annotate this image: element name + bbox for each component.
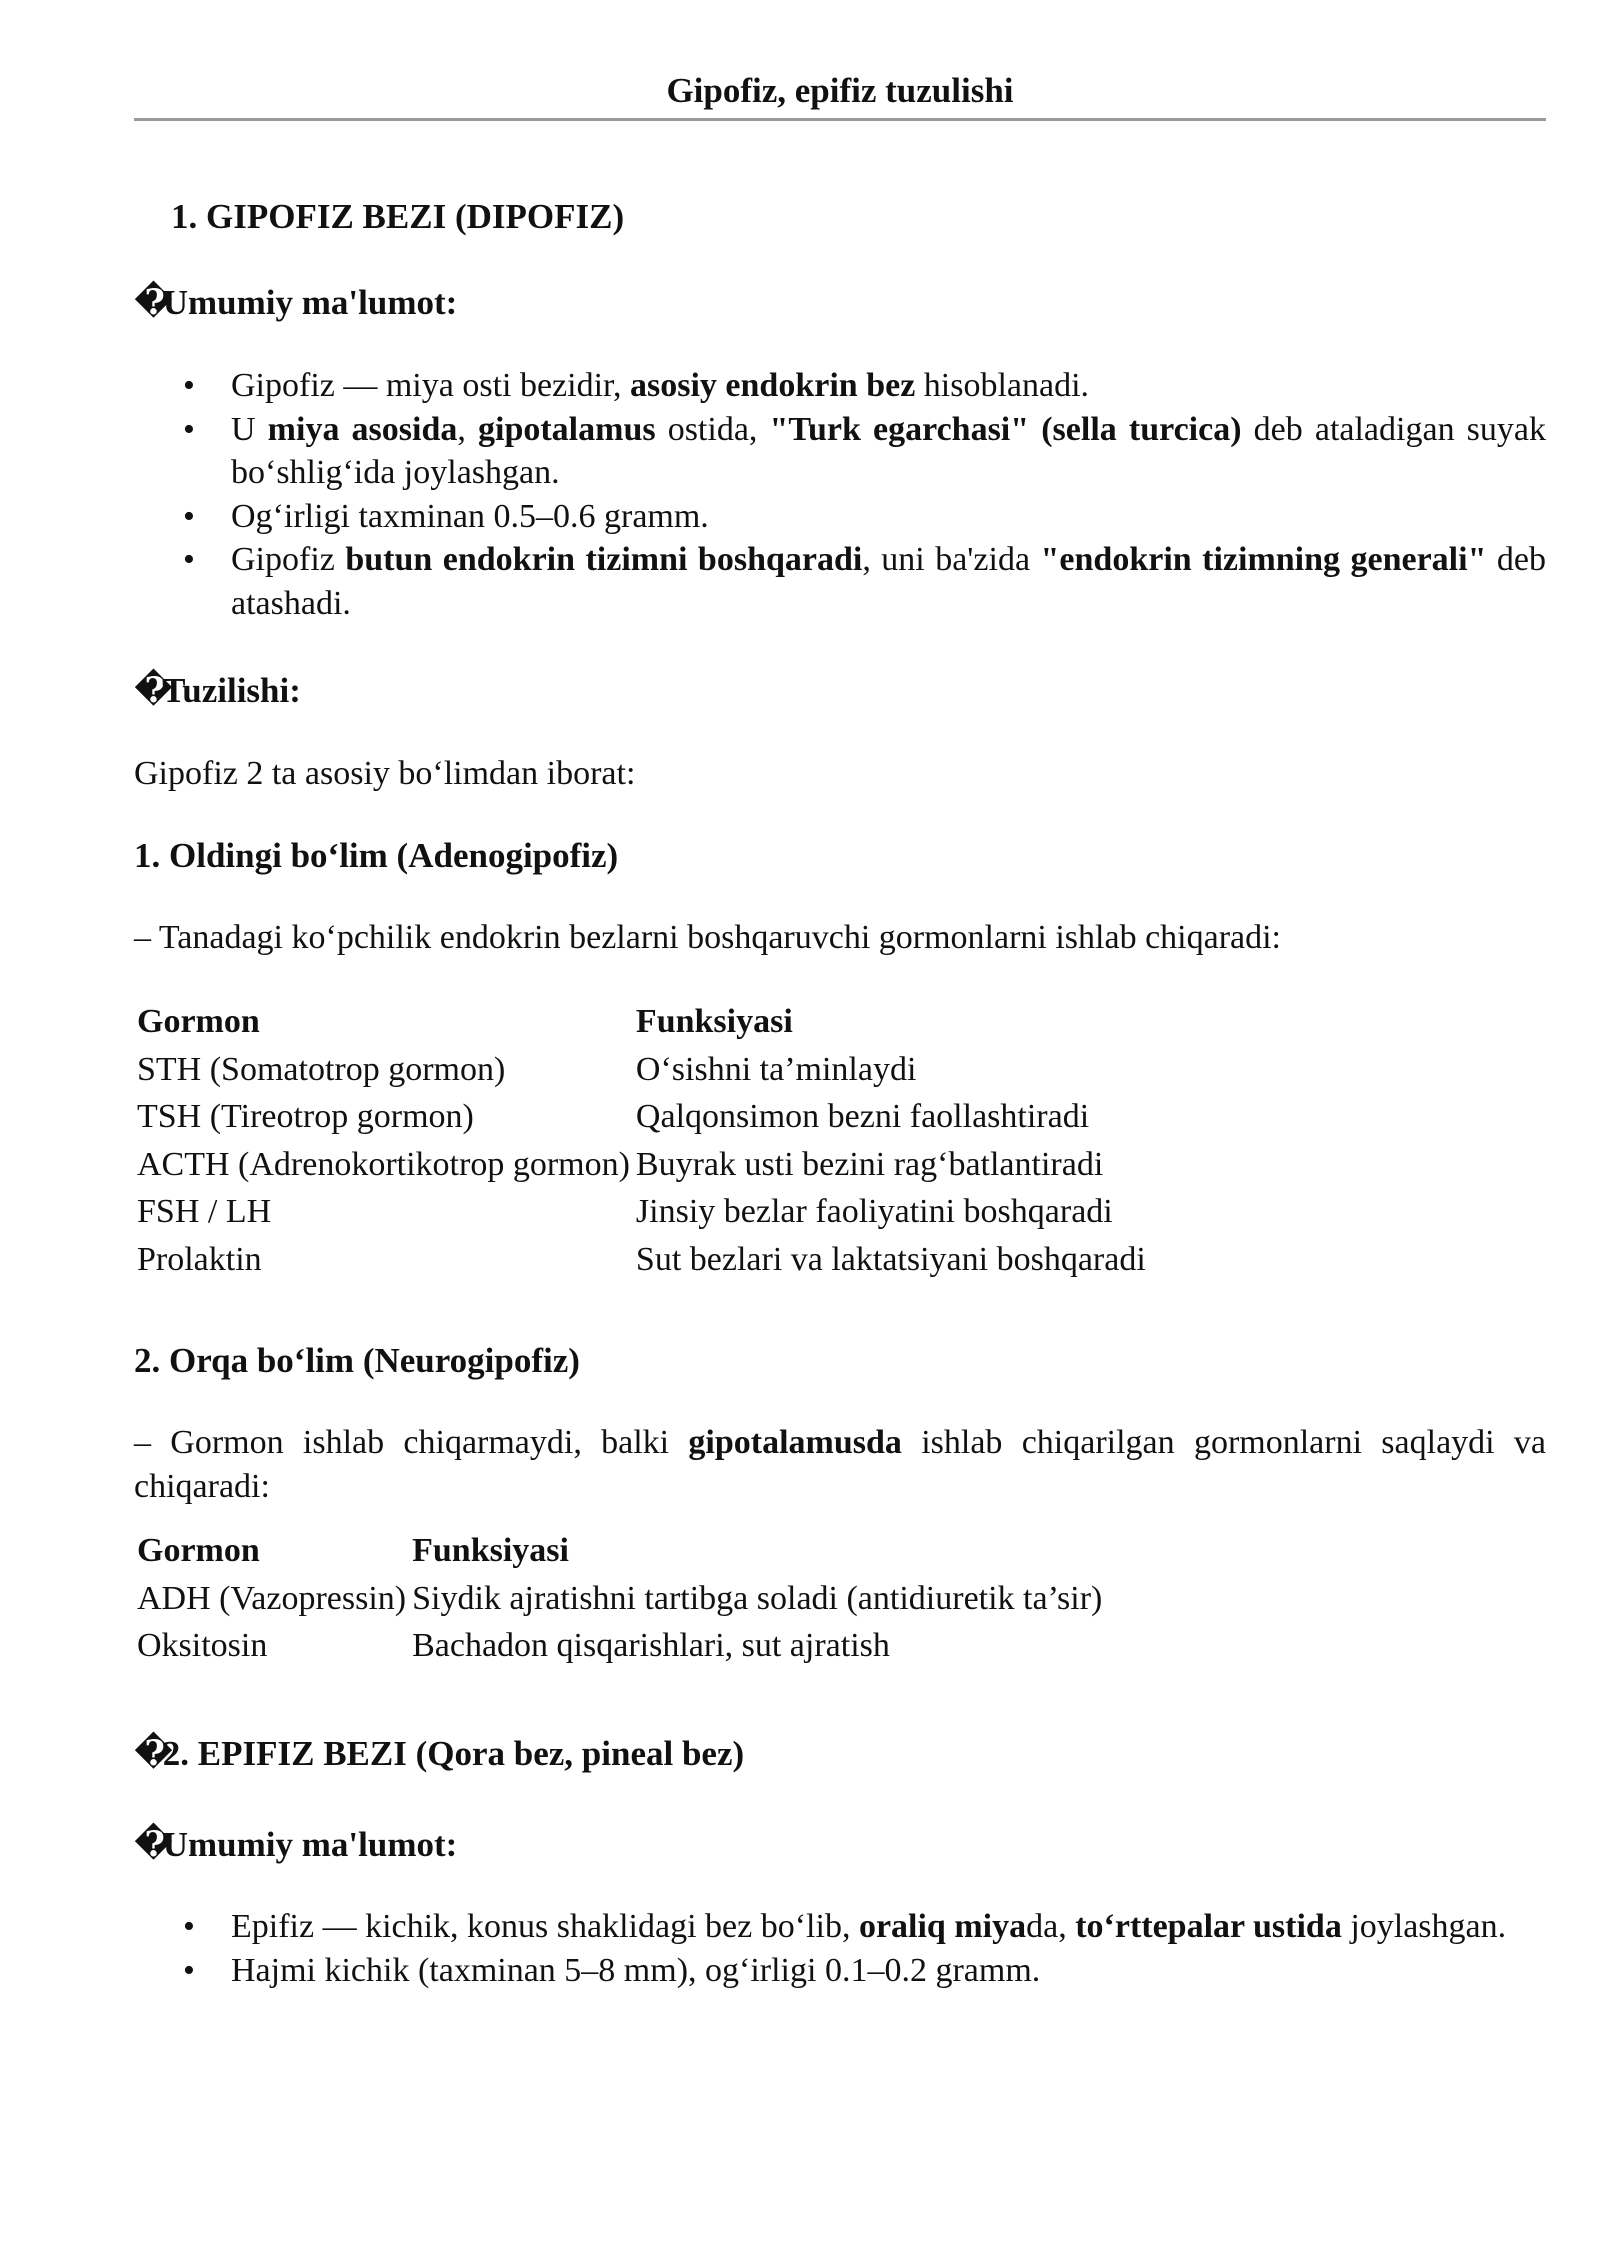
- table-cell: Sut bezlari va laktatsiyani boshqaradi: [635, 1240, 1146, 1278]
- section-2-general-heading: � Umumiy ma'lumot:: [134, 1825, 458, 1864]
- part-2-title: 2. Orqa bo‘lim (Neurogipofiz): [134, 1341, 580, 1380]
- table-cell: Oksitosin: [137, 1627, 268, 1664]
- part-1-description: – Tanadagi ko‘pchilik endokrin bezlarni boshqaruvchi gormonlarni ishlab chiqaradi:: [134, 919, 1282, 956]
- table-header-row: [134, 1527, 1105, 1575]
- bullet-symbol-icon: �: [134, 283, 173, 322]
- table-row: [134, 1236, 1149, 1284]
- document-page: [134, 70, 1547, 1989]
- list-item: • Epifiz — kichik, konus shaklidagi bez bo‘lib, oraliq miyada, to‘rttepalar ustida joylashgan.: [183, 1908, 1507, 1945]
- part-1-title: 1. Oldingi bo‘lim (Adenogipofiz): [134, 836, 619, 875]
- table-header-cell: Gormon: [137, 1532, 260, 1569]
- table-cell: FSH / LH: [137, 1193, 272, 1230]
- table-row: [134, 1188, 1149, 1236]
- table-cell: Jinsiy bezlar faoliyatini boshqaradi: [635, 1193, 1113, 1230]
- table-row: [134, 1093, 1149, 1141]
- table-cell: Siydik ajratishni tartibga soladi (antidiuretik ta’sir): [412, 1579, 1103, 1617]
- list-item: • Gipofiz butun endokrin tizimni boshqaradi, uni ba'zida "endokrin tizimning generali" deb atashadi.: [183, 541, 1547, 622]
- table-row: [134, 1622, 1105, 1670]
- table-cell: Prolaktin: [137, 1240, 262, 1278]
- table-header-cell: Gormon: [137, 1003, 260, 1040]
- table-header-cell: Funksiyasi: [412, 1532, 569, 1569]
- table-cell: STH (Somatotrop gormon): [137, 1050, 506, 1088]
- table-row: [134, 1046, 1149, 1094]
- table-cell: Buyrak usti bezini rag‘batlantiradi: [635, 1145, 1104, 1183]
- table-cell: TSH (Tireotrop gormon): [137, 1098, 474, 1135]
- table-cell: Qalqonsimon bezni faollashtiradi: [635, 1098, 1090, 1135]
- table-cell: ADH (Vazopressin): [137, 1579, 407, 1617]
- section-1-bullet-list: [134, 364, 1546, 625]
- table-cell: ACTH (Adrenokortikotrop gormon): [137, 1145, 630, 1183]
- page-header: Gipofiz, epifiz tuzulishi: [134, 70, 1546, 121]
- list-item: • U miya asosida, gipotalamus ostida, "Turk egarchasi" (sella turcica) deb ataladigan suyak bo‘shlig‘ida joylashgan.: [183, 410, 1546, 491]
- table-cell: Bachadon qisqarishlari, sut ajratish: [412, 1627, 890, 1664]
- bullet-symbol-icon: �: [134, 1825, 173, 1864]
- table-header-cell: Funksiyasi: [635, 1003, 793, 1040]
- section-2-title: � 2. EPIFIZ BEZI (Qora bez, pineal bez): [134, 1734, 745, 1773]
- section-2-bullet-list: [134, 1905, 1546, 1992]
- table-header-row: [134, 998, 1149, 1046]
- table-row: [134, 1141, 1149, 1189]
- section-1-title: 1. GIPOFIZ BEZI (DIPOFIZ): [171, 197, 625, 236]
- list-item: • Gipofiz — miya osti bezidir, asosiy endokrin bez hisoblanadi.: [183, 367, 1090, 404]
- list-item: • Hajmi kichik (taxminan 5–8 mm), og‘irligi 0.1–0.2 gramm.: [183, 1951, 1041, 1989]
- table-cell: O‘sishni ta’minlaydi: [635, 1050, 917, 1088]
- general-info-heading: � Umumiy ma'lumot:: [134, 283, 458, 322]
- bullet-symbol-icon: �: [134, 1734, 173, 1773]
- structure-intro: Gipofiz 2 ta asosiy bo‘limdan iborat:: [134, 755, 636, 792]
- list-item: • Og‘irligi taxminan 0.5–0.6 gramm.: [183, 497, 709, 535]
- structure-heading: � Tuzilishi:: [134, 671, 301, 710]
- bullet-symbol-icon: �: [134, 671, 173, 710]
- part-2-description: – Gormon ishlab chiqarmaydi, balki gipotalamusda ishlab chiqarilgan gormonlarni saqlaydi va chiqaradi:: [134, 1424, 1546, 1505]
- hormone-table-2: [134, 1527, 1105, 1670]
- table-row: [134, 1575, 1105, 1623]
- hormone-table-1: [134, 998, 1149, 1283]
